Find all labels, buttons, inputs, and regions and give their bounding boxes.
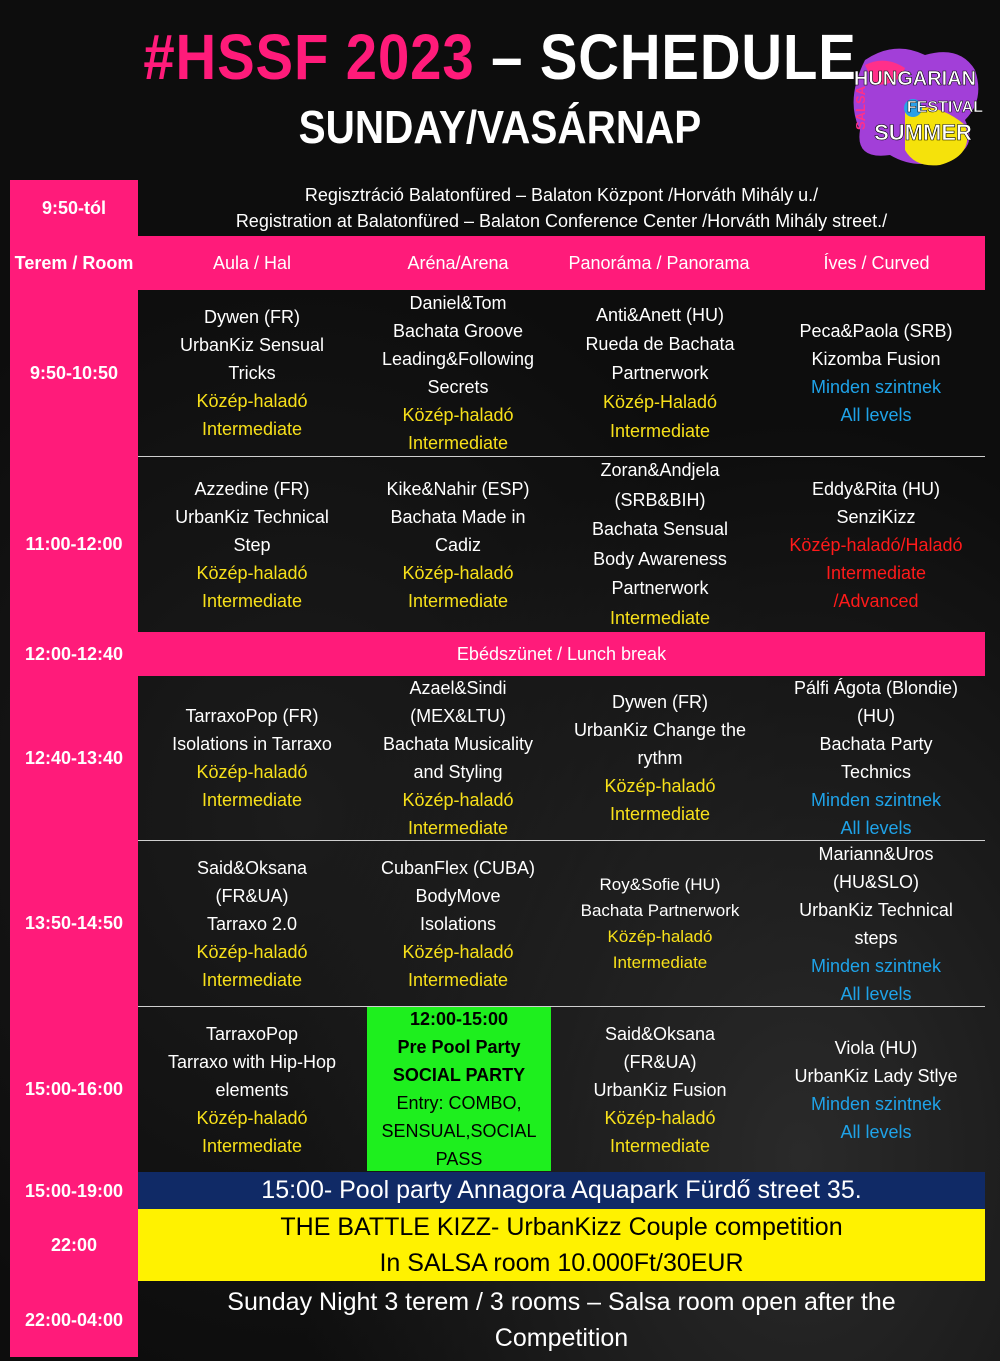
pre-pool-party-cell: 12:00-15:00 Pre Pool Party SOCIAL PARTY Entry: COMBO, SENSUAL,SOCIAL PASS	[367, 1007, 551, 1171]
class-cell: Daniel&Tom Bachata Groove Leading&Following Secrets Közép-haladó Intermediate	[381, 293, 535, 453]
registration-info	[138, 180, 985, 236]
title-schedule: – SCHEDULE	[474, 21, 857, 93]
battle-line-2: In SALSA room 10.000Ft/30EUR	[379, 1249, 744, 1277]
room-arena: Aréna/Arena	[407, 252, 509, 273]
class-cell: Viola (HU) UrbanKiz Lady Stlye Minden szintnek All levels	[794, 1037, 958, 1142]
page-subtitle: SUNDAY/VASÁRNAP	[298, 101, 702, 153]
time-night: 22:00-04:00	[24, 1310, 124, 1330]
time-slot-3: 12:40-13:40	[24, 748, 124, 768]
class-cell: CubanFlex (CUBA) BodyMove Isolations Közép-haladó Intermediate	[380, 857, 536, 990]
time-pool: 15:00-19:00	[24, 1180, 124, 1201]
night-line-2: Competition	[494, 1324, 629, 1352]
schedule-row-1	[138, 290, 985, 456]
class-cell: Said&Oksana (FR&UA) UrbanKiz Fusion Közép-haladó Intermediate	[593, 1023, 727, 1156]
time-registration: 9:50-tól	[41, 198, 106, 218]
class-cell: Mariann&Uros (HU&SLO) UrbanKiz Technical steps Minden szintnek All levels	[799, 843, 953, 1004]
class-cell: Dywen (FR) UrbanKiz Change the rythm Közép-haladó Intermediate	[573, 692, 747, 824]
room-panorama: Panoráma / Panorama	[568, 252, 750, 273]
time-slot-1: 9:50-10:50	[29, 363, 119, 383]
schedule-row-5	[138, 1007, 985, 1172]
room-curved: Íves / Curved	[823, 252, 930, 273]
class-cell: Eddy&Rita (HU) SenziKizz Közép-haladó/Haladó Intermediate /Advanced	[789, 478, 963, 611]
class-cell: Zoran&Andjela (SRB&BIH) Bachata Sensual Body Awareness Partnerwork Intermediate	[591, 460, 729, 628]
class-cell: Azael&Sindi (MEX&LTU) Bachata Musicality and Styling Közép-haladó Intermediate	[382, 678, 534, 838]
pool-party-bar	[138, 1172, 985, 1209]
class-cell: Peca&Paola (SRB) Kizomba Fusion Minden szintnek All levels	[799, 321, 953, 425]
time-lunch: 12:00-12:40	[24, 644, 124, 664]
battle-line-1: THE BATTLE KIZZ- UrbanKizz Couple competition	[280, 1213, 843, 1241]
time-slot-5: 15:00-16:00	[24, 1079, 124, 1099]
night-line-1: Sunday Night 3 terem / 3 rooms – Salsa room open after the	[227, 1288, 896, 1316]
class-cell: TarraxoPop Tarraxo with Hip-Hop elements Közép-haladó Intermediate	[167, 1023, 337, 1156]
time-slot-4: 13:50-14:50	[24, 913, 124, 933]
schedule-row-4	[138, 841, 985, 1006]
svg-text:SALSA: SALSA	[853, 85, 868, 130]
lunch-break-label: Ebédszünet / Lunch break	[456, 643, 667, 664]
battle-kizz-bar	[138, 1209, 985, 1281]
room-header-bar	[138, 236, 985, 290]
class-cell: Pálfi Ágota (Blondie) (HU) Bachata Party Technics Minden szintnek All levels	[793, 678, 959, 838]
schedule-row-3	[138, 676, 985, 840]
time-slot-2: 11:00-12:00	[25, 534, 123, 554]
title-hashtag: #HSSF 2023	[143, 21, 475, 93]
schedule-row-2	[138, 457, 985, 632]
class-cell: Kike&Nahir (ESP) Bachata Made in Cadiz Közép-haladó Intermediate	[386, 478, 530, 611]
class-cell: Anti&Anett (HU) Rueda de Bachata Partnerwork Közép-Haladó Intermediate	[585, 304, 735, 441]
page-title	[60, 20, 940, 94]
registration-en: Registration at Balatonfüred – Balaton Conference Center /Horváth Mihály street./	[235, 211, 888, 231]
class-cell: Dywen (FR) UrbanKiz Sensual Tricks Közép-haladó Intermediate	[179, 307, 325, 439]
svg-text:SUMMER: SUMMER	[874, 120, 972, 145]
time-room-header: Terem / Room	[14, 253, 134, 273]
svg-text:FESTIVAL: FESTIVAL	[906, 99, 984, 116]
registration-hu: Regisztráció Balatonfüred – Balaton Központ /Horváth Mihály u./	[304, 185, 819, 205]
sunday-night-info	[138, 1284, 985, 1356]
festival-logo	[845, 40, 985, 170]
class-cell: Azzedine (FR) UrbanKiz Technical Step Közép-haladó Intermediate	[175, 478, 329, 611]
time-battle: 22:00	[50, 1235, 98, 1255]
class-cell: TarraxoPop (FR) Isolations in Tarraxo Közép-haladó Intermediate	[172, 706, 332, 810]
class-cell: Said&Oksana (FR&UA) Tarraxo 2.0 Közép-haladó Intermediate	[196, 857, 308, 990]
class-cell: Roy&Sofie (HU) Bachata Partnerwork Közép-haladó Intermediate	[580, 874, 740, 972]
svg-text:HUNGARIAN: HUNGARIAN	[853, 68, 977, 90]
lunch-break-bar	[138, 632, 985, 676]
pool-party-label: 15:00- Pool party Annagora Aquapark Fürdő street 35.	[261, 1176, 862, 1204]
room-aula: Aula / Hal	[212, 252, 292, 273]
